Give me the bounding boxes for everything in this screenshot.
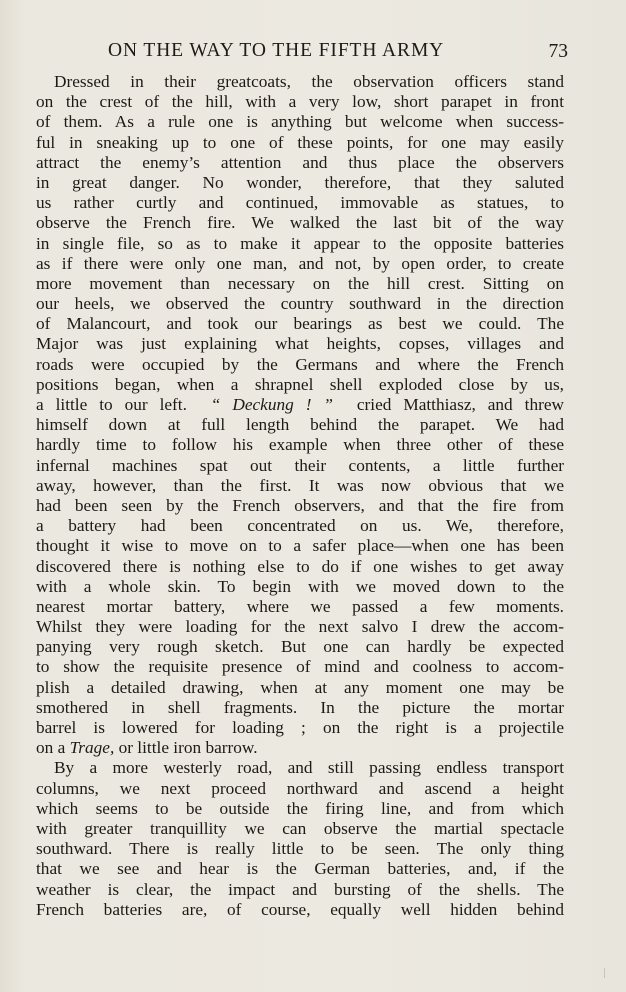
running-title: ON THE WAY TO THE FIFTH ARMY bbox=[108, 40, 445, 61]
text-line: Dressed in their greatcoats, the observation officers stand bbox=[54, 72, 564, 91]
text-line: that we see and hear is the German batteries, and, if the bbox=[36, 859, 564, 879]
text-line: thought it wise to move on to a safer place—when one has been bbox=[36, 536, 564, 556]
text-line: weather is clear, the impact and bursting of the shells. The bbox=[36, 879, 564, 899]
text-line: panying very rough sketch. But one can hardly be expected bbox=[36, 637, 564, 657]
text-line: attract the enemy’s attention and thus place the observers bbox=[36, 152, 564, 172]
text-line: to show the requisite presence of mind and coolness to accom- bbox=[36, 657, 564, 677]
text-segment: or little iron barrow. bbox=[118, 738, 258, 758]
text-line: of Malancourt, and took our bearings as best we could. The bbox=[36, 314, 564, 334]
text-line: discovered there is nothing else to do if one wishes to get away bbox=[36, 556, 564, 576]
text-line: us rather curtly and continued, immovable as statues, to bbox=[36, 193, 564, 213]
text-line: himself down at full length behind the parapet. We had bbox=[36, 415, 564, 435]
text-line: hardly time to follow his example when three other of these bbox=[36, 435, 564, 455]
body-text bbox=[36, 72, 564, 920]
page-number: 73 bbox=[548, 41, 568, 62]
text-line: which seems to be outside the firing line, and from which bbox=[36, 798, 564, 818]
text-line: away, however, than the first. It was now obvious that we bbox=[36, 475, 564, 495]
text-segment: cried Matthiasz, and threw bbox=[356, 395, 564, 414]
text-line: infernal machines spat out their contents, a little further bbox=[36, 455, 564, 475]
text-line: on the crest of the hill, with a very low, short parapet in front bbox=[36, 92, 564, 112]
text-line: more movement than necessary on the hill crest. Sitting on bbox=[36, 273, 564, 293]
text-line: as if there were only one man, and not, by open order, to create bbox=[36, 253, 564, 273]
italic-word-trage: Trage, bbox=[69, 738, 115, 758]
text-line: ful in sneaking up to one of these points, for one may easily bbox=[36, 132, 564, 152]
text-line: observe the French fire. We walked the last bit of the way bbox=[36, 213, 564, 233]
text-line: in great danger. No wonder, therefore, that they saluted bbox=[36, 172, 564, 192]
text-line: French batteries are, of course, equally well hidden behind bbox=[36, 899, 564, 919]
text-line: with a whole skin. To begin with we moved down to the bbox=[36, 576, 564, 596]
text-line: of them. As a rule one is anything but welcome when success- bbox=[36, 112, 564, 132]
text-segment: a little to our left. bbox=[36, 395, 187, 414]
text-line-with-italic bbox=[36, 395, 564, 415]
text-line: By a more westerly road, and still passing endless transport bbox=[54, 758, 564, 778]
page-edge-mark bbox=[604, 968, 609, 978]
text-line: columns, we next proceed northward and ascend a height bbox=[36, 778, 564, 798]
text-line: a battery had been concentrated on us. We, therefore, bbox=[36, 516, 564, 536]
text-line: our heels, we observed the country southward in the direction bbox=[36, 294, 564, 314]
text-line: barrel is lowered for loading ; on the right is a projectile bbox=[36, 718, 564, 737]
text-line-with-italic bbox=[36, 738, 564, 758]
text-line: positions began, when a shrapnel shell exploded close by us, bbox=[36, 374, 564, 394]
text-line: Major was just explaining what heights, copses, villages and bbox=[36, 334, 564, 354]
text-line: smothered in shell fragments. In the picture the mortar bbox=[36, 697, 564, 717]
text-segment: on a bbox=[36, 738, 66, 758]
page-header bbox=[36, 40, 568, 66]
text-line: southward. There is really little to be seen. The only thing bbox=[36, 839, 564, 859]
text-line: plish a detailed drawing, when at any moment one may be bbox=[36, 677, 564, 697]
italic-word-deckung: “ Deckung ! ” bbox=[210, 395, 333, 414]
text-line: Whilst they were loading for the next salvo I drew the accom- bbox=[36, 617, 564, 637]
text-line: had been seen by the French observers, and that the fire from bbox=[36, 495, 564, 515]
text-line: roads were occupied by the Germans and where the French bbox=[36, 354, 564, 374]
text-line: nearest mortar battery, where we passed a few moments. bbox=[36, 596, 564, 616]
text-line: with greater tranquillity we can observe the martial spectacle bbox=[36, 818, 564, 838]
text-line: in single file, so as to make it appear to the opposite batteries bbox=[36, 233, 564, 253]
